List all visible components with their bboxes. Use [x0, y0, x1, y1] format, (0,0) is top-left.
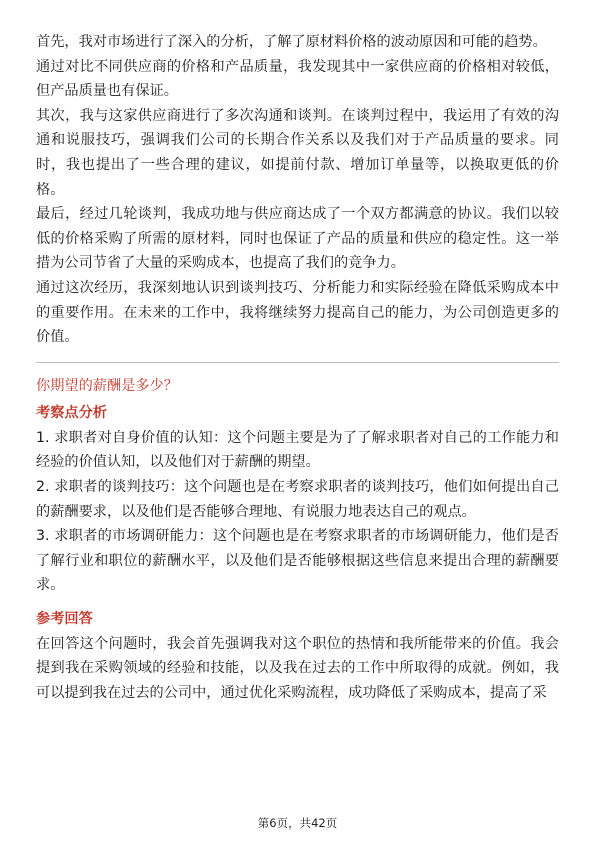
answer-heading: 参考回答	[36, 610, 93, 627]
story-paragraph-3: 其次，我与这家供应商进行了多次沟通和谈判。在谈判过程中，我运用了有效的沟通和说服技巧，强调我们公司的长期合作关系以及我们对于产品质量的要求。同时，我也提出了一些合理的建议，如提前付款、增加订单量等，以换取更低的价格。	[36, 107, 559, 198]
page-footer: 第6页，共42页	[257, 816, 338, 830]
analysis-heading: 考察点分析	[36, 404, 107, 421]
analysis-item-1: 1. 求职者对自身价值的认知：这个问题主要是为了了解求职者对自己的工作能力和经验的价值认知，以及他们对于薪酬的期望。	[36, 429, 559, 471]
answer-text: 在回答这个问题时，我会首先强调我对这个职位的热情和我所能带来的价值。我会提到我在采购领域的经验和技能，以及我在过去的工作中所取得的成就。例如，我可以提到我在过去的公司中，通过优化采购流程，成功降低了采购成本，提高了采	[36, 635, 559, 702]
document-page	[36, 30, 559, 706]
analysis-item-2: 2. 求职者的谈判技巧：这个问题也是在考察求职者的谈判技巧，他们如何提出自己的薪酬要求，以及他们是否能够合理地、有说服力地表达自己的观点。	[36, 478, 559, 520]
analysis-item-3: 3. 求职者的市场调研能力：这个问题也是在考察求职者的市场调研能力，他们是否了解行业和职位的薪酬水平，以及他们是否能够根据这些信息来提出合理的薪酬要求。	[36, 528, 559, 594]
section-divider	[36, 362, 559, 363]
story-paragraph-2: 通过对比不同供应商的价格和产品质量，我发现其中一家供应商的价格相对较低，但产品质量也有保证。	[36, 58, 559, 100]
story-section	[36, 30, 559, 350]
story-paragraph-4: 最后，经过几轮谈判，我成功地与供应商达成了一个双方都满意的协议。我们以较低的价格采购了所需的原材料，同时也保证了产品的质量和供应的稳定性。这一举措为公司节省了大量的采购成本，也提高了我们的竞争力。	[36, 206, 559, 272]
story-paragraph-5: 通过这次经历，我深刻地认识到谈判技巧、分析能力和实际经验在降低采购成本中的重要作用。在未来的工作中，我将继续努力提高自己的能力，为公司创造更多的价值。	[36, 279, 559, 346]
question-title: 你期望的薪酬是多少？	[36, 377, 178, 394]
question-section	[36, 374, 559, 706]
story-paragraph-1: 首先，我对市场进行了深入的分析，了解了原材料价格的波动原因和可能的趋势。	[36, 34, 547, 50]
